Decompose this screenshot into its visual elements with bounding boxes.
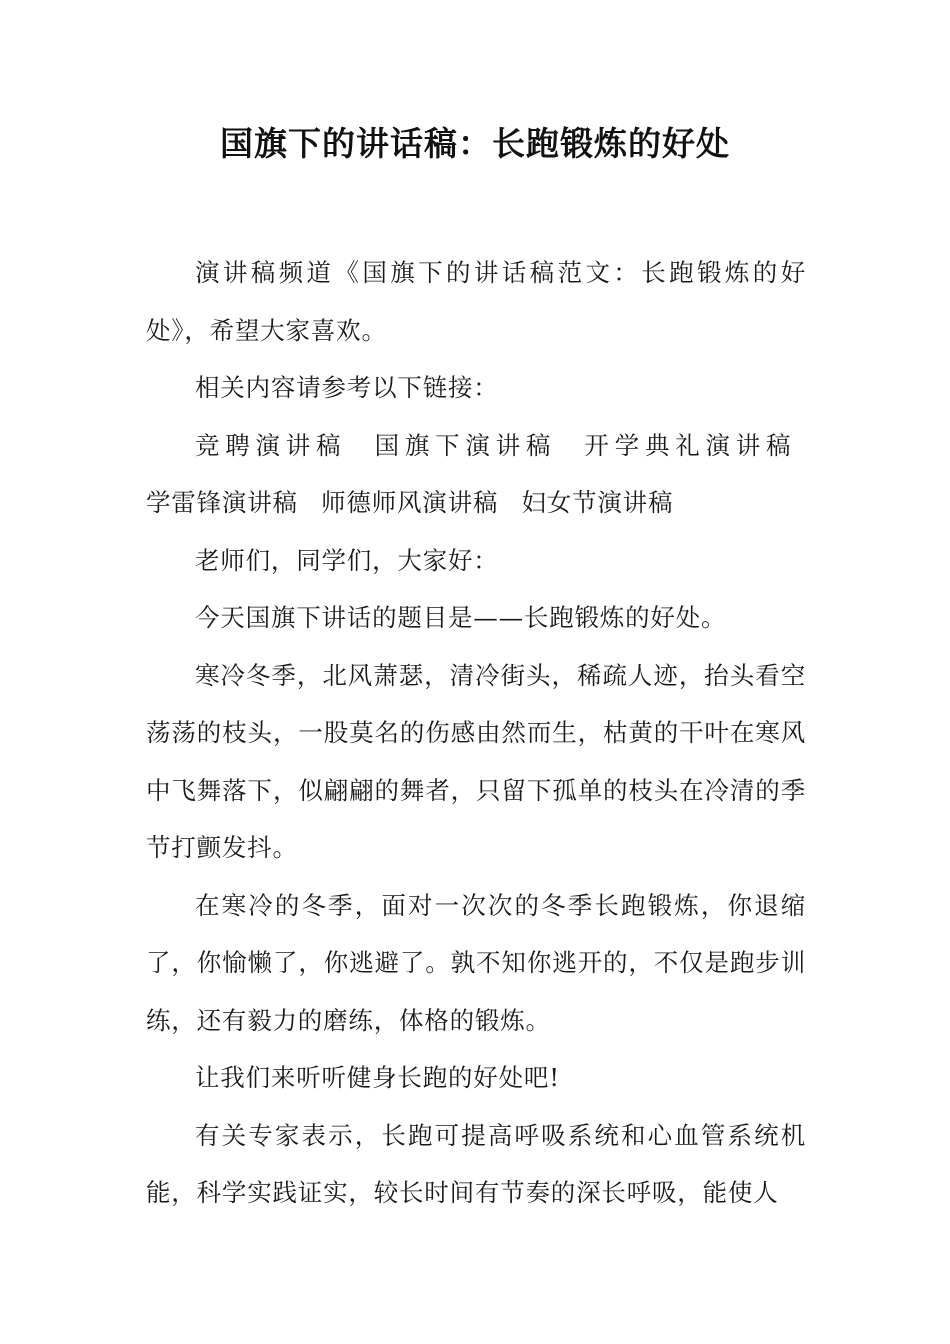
related-link-teacher-ethics-speech[interactable]: 师德师风演讲稿	[321, 488, 499, 517]
greeting-paragraph: 老师们，同学们，大家好：	[195, 545, 499, 575]
document-body	[146, 244, 806, 1222]
retreat-paragraph: 在寒冷的冬季，面对一次次的冬季长跑锻炼，你退缩了，你愉懒了，你逃避了。孰不知你逃开的，不仅是跑步训练，还有毅力的磨练，体格的锻炼。	[146, 890, 806, 1035]
related-label: 相关内容请参考以下链接：	[195, 373, 499, 402]
related-link-opening-ceremony-speech[interactable]: 开学典礼演讲稿	[584, 430, 792, 460]
related-link-lei-feng-speech[interactable]: 学雷锋演讲稿	[146, 488, 298, 517]
intro-paragraph: 演讲稿频道《国旗下的讲话稿范文：长跑锻炼的好处》，希望大家喜欢。	[146, 258, 806, 345]
topic-paragraph: 今天国旗下讲话的题目是——长跑锻炼的好处。	[195, 603, 727, 632]
related-link-womens-day-speech[interactable]: 妇女节演讲稿	[521, 488, 674, 517]
call-paragraph: 让我们来听听健身长跑的好处吧!	[195, 1063, 560, 1092]
winter-paragraph: 寒冷冬季，北风萧瑟，清冷街头，稀疏人迹，抬头看空荡荡的枝头，一股莫名的伤感由然而生，枯黄的干叶在寒风中飞舞落下，似翩翩的舞者，只留下孤单的枝头在冷清的季节打颤发抖。	[146, 660, 806, 862]
experts-paragraph: 有关专家表示，长跑可提高呼吸系统和心血管系统机能，科学实践证实，较长时间有节奏的深长呼吸，能使人	[146, 1120, 806, 1207]
document-title: 国旗下的讲话稿：长跑锻炼的好处	[220, 124, 730, 163]
related-links	[146, 417, 806, 532]
related-link-flag-speech[interactable]: 国旗下演讲稿	[374, 430, 557, 460]
related-link-competition-speech[interactable]: 竞聘演讲稿	[195, 430, 347, 460]
